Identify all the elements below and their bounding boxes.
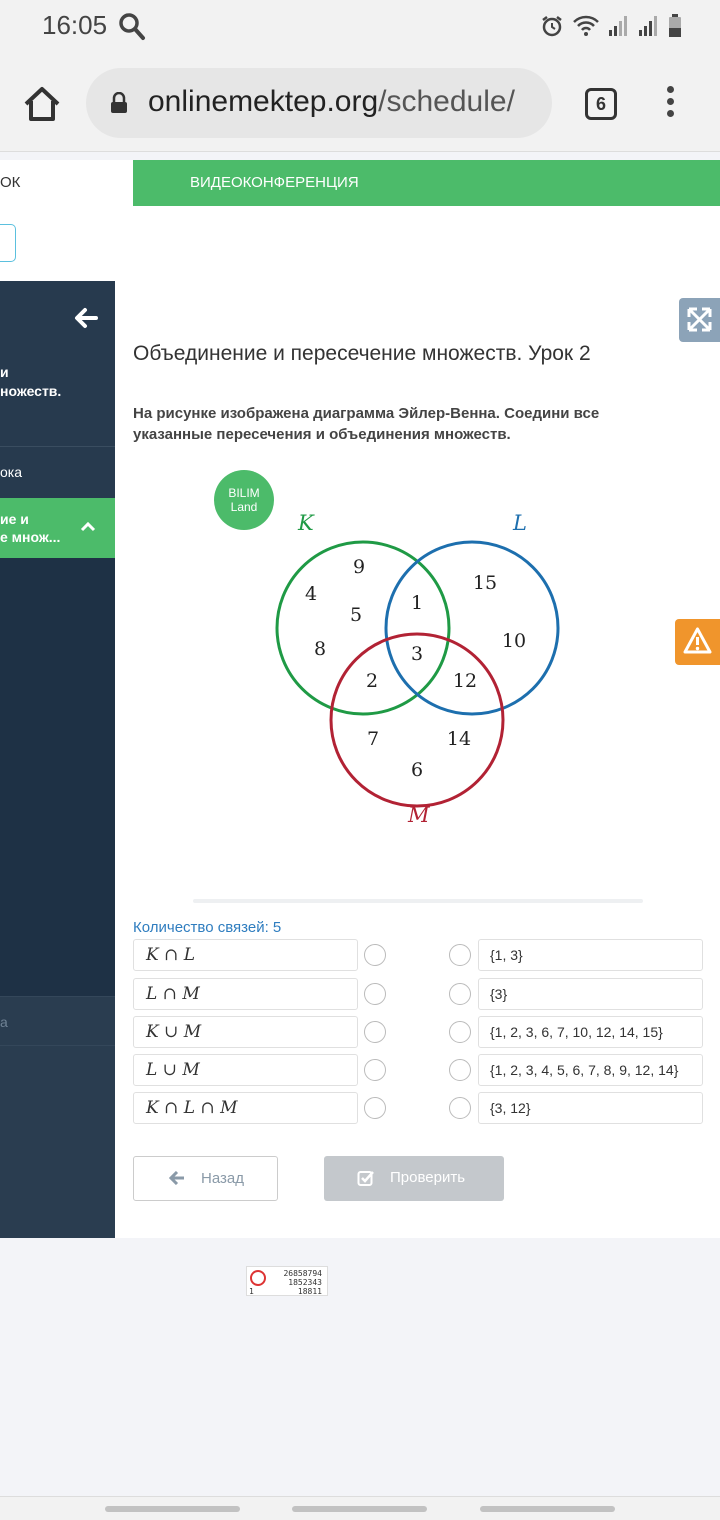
back-button[interactable] [133,1156,278,1201]
menu-icon[interactable] [662,86,678,122]
nav-recent-button[interactable] [105,1506,240,1512]
search-icon [118,12,146,42]
venn-number: 7 [366,728,380,750]
report-button[interactable] [675,619,720,665]
set-m-label: M [408,803,430,827]
left-option[interactable]: K ∩ L ∩ M [133,1092,358,1124]
address-bar[interactable] [86,68,552,138]
counter-value: 18811 [297,1287,322,1296]
check-button[interactable] [324,1156,504,1201]
home-icon[interactable] [20,82,64,126]
left-connector[interactable] [364,1021,386,1043]
venn-number: 12 [452,670,478,692]
right-connector[interactable] [449,1021,471,1043]
browser-toolbar [0,56,720,152]
left-option[interactable]: L ∪ M [133,1054,358,1086]
lesson-tabs [0,160,720,206]
battery-icon [668,14,682,38]
sidebar-item-active[interactable] [0,498,115,558]
venn-number: 2 [365,670,379,692]
chevron-up-icon [80,520,96,532]
sidebar-active-line2: е множ... [0,529,61,545]
expand-button[interactable] [679,298,720,342]
arrow-left-icon[interactable] [74,307,98,329]
right-option[interactable]: {3} [478,978,703,1010]
right-connector[interactable] [449,1059,471,1081]
nav-back-button[interactable] [480,1506,615,1512]
right-option[interactable]: {1, 3} [478,939,703,971]
venn-number: 9 [352,556,366,578]
tab-lesson[interactable]: ОК [0,160,133,206]
sidebar-item-lesson[interactable] [0,446,115,498]
status-bar [0,0,720,56]
tab-switcher-button[interactable]: 6 [585,88,617,120]
venn-number: 6 [410,759,424,781]
logo-text-2: Land [230,500,258,514]
right-option[interactable]: {3, 12} [478,1092,703,1124]
system-navigation-bar [0,1496,720,1520]
nav-home-button[interactable] [292,1506,427,1512]
web-page [0,152,720,1496]
left-option[interactable]: L ∩ M [133,978,358,1010]
left-connector[interactable] [364,1097,386,1119]
visit-counter[interactable] [246,1266,328,1296]
divider [193,899,643,903]
set-l-label: L [513,512,527,535]
counter-logo [250,1270,266,1286]
right-option[interactable]: {1, 2, 3, 6, 7, 10, 12, 14, 15} [478,1016,703,1048]
left-connector[interactable] [364,983,386,1005]
back-button-label: Назад [201,1170,244,1187]
venn-number: 4 [304,583,318,605]
sidebar-title-line1: и [0,364,9,380]
counter-value: 1852343 [288,1278,322,1287]
check-button-label: Проверить [390,1169,466,1186]
logo-text-1: BILIM [228,486,260,500]
url-text [148,85,515,119]
lesson-title: Объединение и пересечение множеств. Урок 2 [133,342,591,365]
counter-value: 1 [249,1287,254,1296]
left-connector[interactable] [364,1059,386,1081]
expand-icon [679,298,720,342]
counter-value: 26858794 [283,1269,322,1278]
venn-number: 15 [472,572,498,594]
venn-number: 10 [501,630,527,652]
signal-icon [638,15,660,37]
venn-number: 1 [410,592,424,614]
left-option[interactable]: K ∩ L [133,939,358,971]
right-connector[interactable] [449,1097,471,1119]
small-input-field[interactable] [0,224,16,262]
sidebar-active-line1: ие и [0,511,29,527]
tab-videoconference[interactable]: ВИДЕОКОНФЕРЕНЦИЯ [190,174,359,191]
sidebar-header [0,281,115,446]
venn-number: 5 [349,604,363,626]
sidebar-footer [0,1046,115,1238]
signal-icon [608,15,630,37]
venn-diagram [260,512,580,842]
venn-number: 8 [313,638,327,660]
url-domain: onlinemektep.org [148,85,379,118]
sidebar-item-label: ока [0,464,23,480]
left-option[interactable]: K ∪ M [133,1016,358,1048]
lesson-sidebar [0,281,115,1238]
sidebar-item-label: а [0,1014,8,1030]
alarm-icon [540,14,564,38]
wifi-icon [572,15,600,37]
right-connector[interactable] [449,944,471,966]
set-k-label: K [298,512,314,535]
sidebar-item-other[interactable] [0,996,115,1046]
connections-count: Количество связей: 5 [133,919,282,936]
sidebar-title-line2: ножеств. [0,383,62,399]
arrow-left-icon [169,1171,185,1185]
status-time: 16:05 [42,10,108,40]
venn-number: 14 [446,728,472,750]
url-path: /schedule/ [378,85,515,118]
venn-number: 3 [410,643,424,665]
lock-icon [110,92,128,114]
warning-icon [675,619,720,665]
check-icon [357,1169,375,1187]
right-option[interactable]: {1, 2, 3, 4, 5, 6, 7, 8, 9, 12, 14} [478,1054,703,1086]
right-connector[interactable] [449,983,471,1005]
left-connector[interactable] [364,944,386,966]
task-instruction: На рисунке изображена диаграмма Эйлер-Венна. Соедини все указанные пересечения и объединения множеств. [133,405,600,443]
